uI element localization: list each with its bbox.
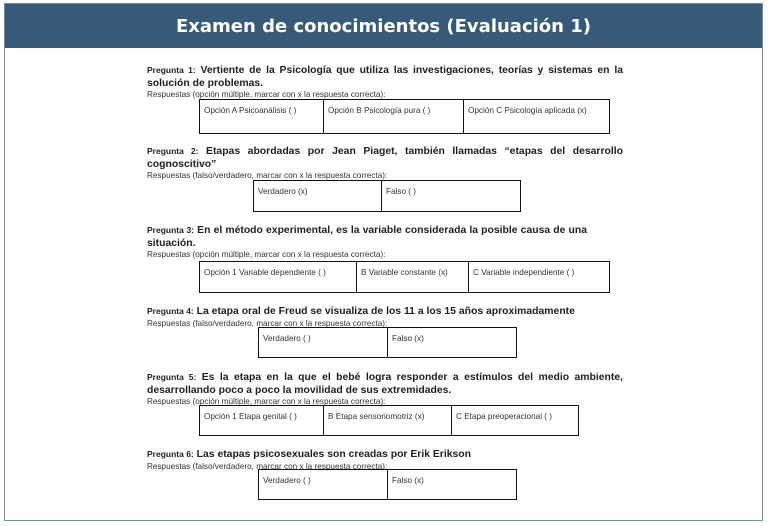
- question-2-title: [147, 145, 623, 171]
- question-4-title: [147, 305, 623, 319]
- question-2: [147, 145, 623, 181]
- question-6-option-false[interactable]: Falso (x): [392, 476, 424, 485]
- question-5-option-b[interactable]: B Etapa sensoriomotriz (x): [324, 406, 452, 435]
- question-3-label: Pregunta 3:: [147, 225, 195, 235]
- question-2-label: Pregunta 2:: [147, 146, 199, 156]
- question-3-title: [147, 224, 587, 250]
- question-1-options: [199, 99, 610, 134]
- question-2-option-true[interactable]: Verdadero (x): [254, 181, 382, 211]
- question-3-option-b[interactable]: B Variable constante (x): [357, 262, 469, 292]
- question-4-text: La etapa oral de Freud se visualiza de los 11 a los 15 años aproximadamente: [196, 306, 575, 317]
- question-5-instructions: Respuestas (opción múltiple, marcar con x la respuesta correcta):: [147, 397, 386, 406]
- question-6-label: Pregunta 6:: [147, 449, 194, 459]
- question-2-options: [253, 180, 521, 212]
- question-4-label: Pregunta 4:: [147, 306, 194, 316]
- question-1-title: [147, 64, 623, 90]
- question-6-option-true[interactable]: Verdadero ( ): [259, 470, 388, 499]
- question-4-option-true[interactable]: Verdadero ( ): [259, 328, 388, 357]
- question-6-options: [258, 469, 517, 500]
- question-3-options: [199, 261, 610, 293]
- question-6-instructions: Respuestas (falso/verdadero, marcar con x la respuesta correcta):: [147, 461, 388, 471]
- question-3-instructions: Respuestas (opción múltiple, marcar con x la respuesta correcta):: [147, 250, 386, 259]
- question-5-options: [199, 405, 579, 436]
- question-5-option-1[interactable]: Opción 1 Etapa genital ( ): [200, 406, 324, 435]
- question-6-title: [147, 448, 623, 462]
- question-2-option-false[interactable]: Falso ( ): [386, 187, 417, 196]
- question-3-text: En el método experimental, es la variable considerada la posible causa de una situación.: [147, 225, 587, 249]
- question-5-label: Pregunta 5:: [147, 372, 197, 382]
- question-2-instructions: Respuestas (falso/verdadero, marcar con x la respuesta correcta):: [147, 171, 388, 180]
- question-5: [147, 371, 623, 407]
- question-2-text: Etapas abordadas por Jean Piaget, también llamadas “etapas del desarrollo cognoscitivo”: [147, 146, 623, 170]
- question-5-text: Es la etapa en la que el bebé logra responder a estímulos del medio ambiente, desarrollando poco a poco la movilidad de sus extremidades.: [147, 372, 623, 396]
- question-4-option-false[interactable]: Falso (x): [392, 334, 424, 343]
- question-1-option-c[interactable]: Opción C Psicología aplicada (x): [468, 106, 587, 115]
- question-3-option-c[interactable]: C Variable independiente ( ): [473, 268, 575, 277]
- question-3-option-1[interactable]: Opción 1 Variable dependiente ( ): [200, 262, 357, 292]
- question-5-title: [147, 371, 623, 397]
- question-5-option-c[interactable]: C Etapa preoperacional ( ): [456, 412, 553, 421]
- question-4: [147, 305, 623, 329]
- question-1-option-b[interactable]: Opción B Psicología pura ( ): [324, 100, 464, 133]
- question-4-options: [258, 327, 517, 358]
- question-1-option-a[interactable]: Opción A Psicoanálisis ( ): [200, 100, 324, 133]
- question-1-text: Vertiente de la Psicología que utiliza las investigaciones, teorías y sistemas en la solución de problemas.: [147, 65, 623, 89]
- question-4-instructions: Respuestas (falso/verdadero, marcar con x la respuesta correcta):: [147, 318, 388, 328]
- question-3: [147, 224, 623, 260]
- question-1-label: Pregunta 1:: [147, 65, 196, 75]
- question-1: [147, 64, 623, 100]
- question-6: [147, 448, 623, 472]
- page-title: Examen de conocimientos (Evaluación 1): [5, 4, 762, 48]
- question-1-instructions: Respuestas (opción múltiple, marcar con x la respuesta correcta):: [147, 90, 386, 99]
- question-6-text: Las etapas psicosexuales son creadas por Erik Erikson: [196, 449, 471, 460]
